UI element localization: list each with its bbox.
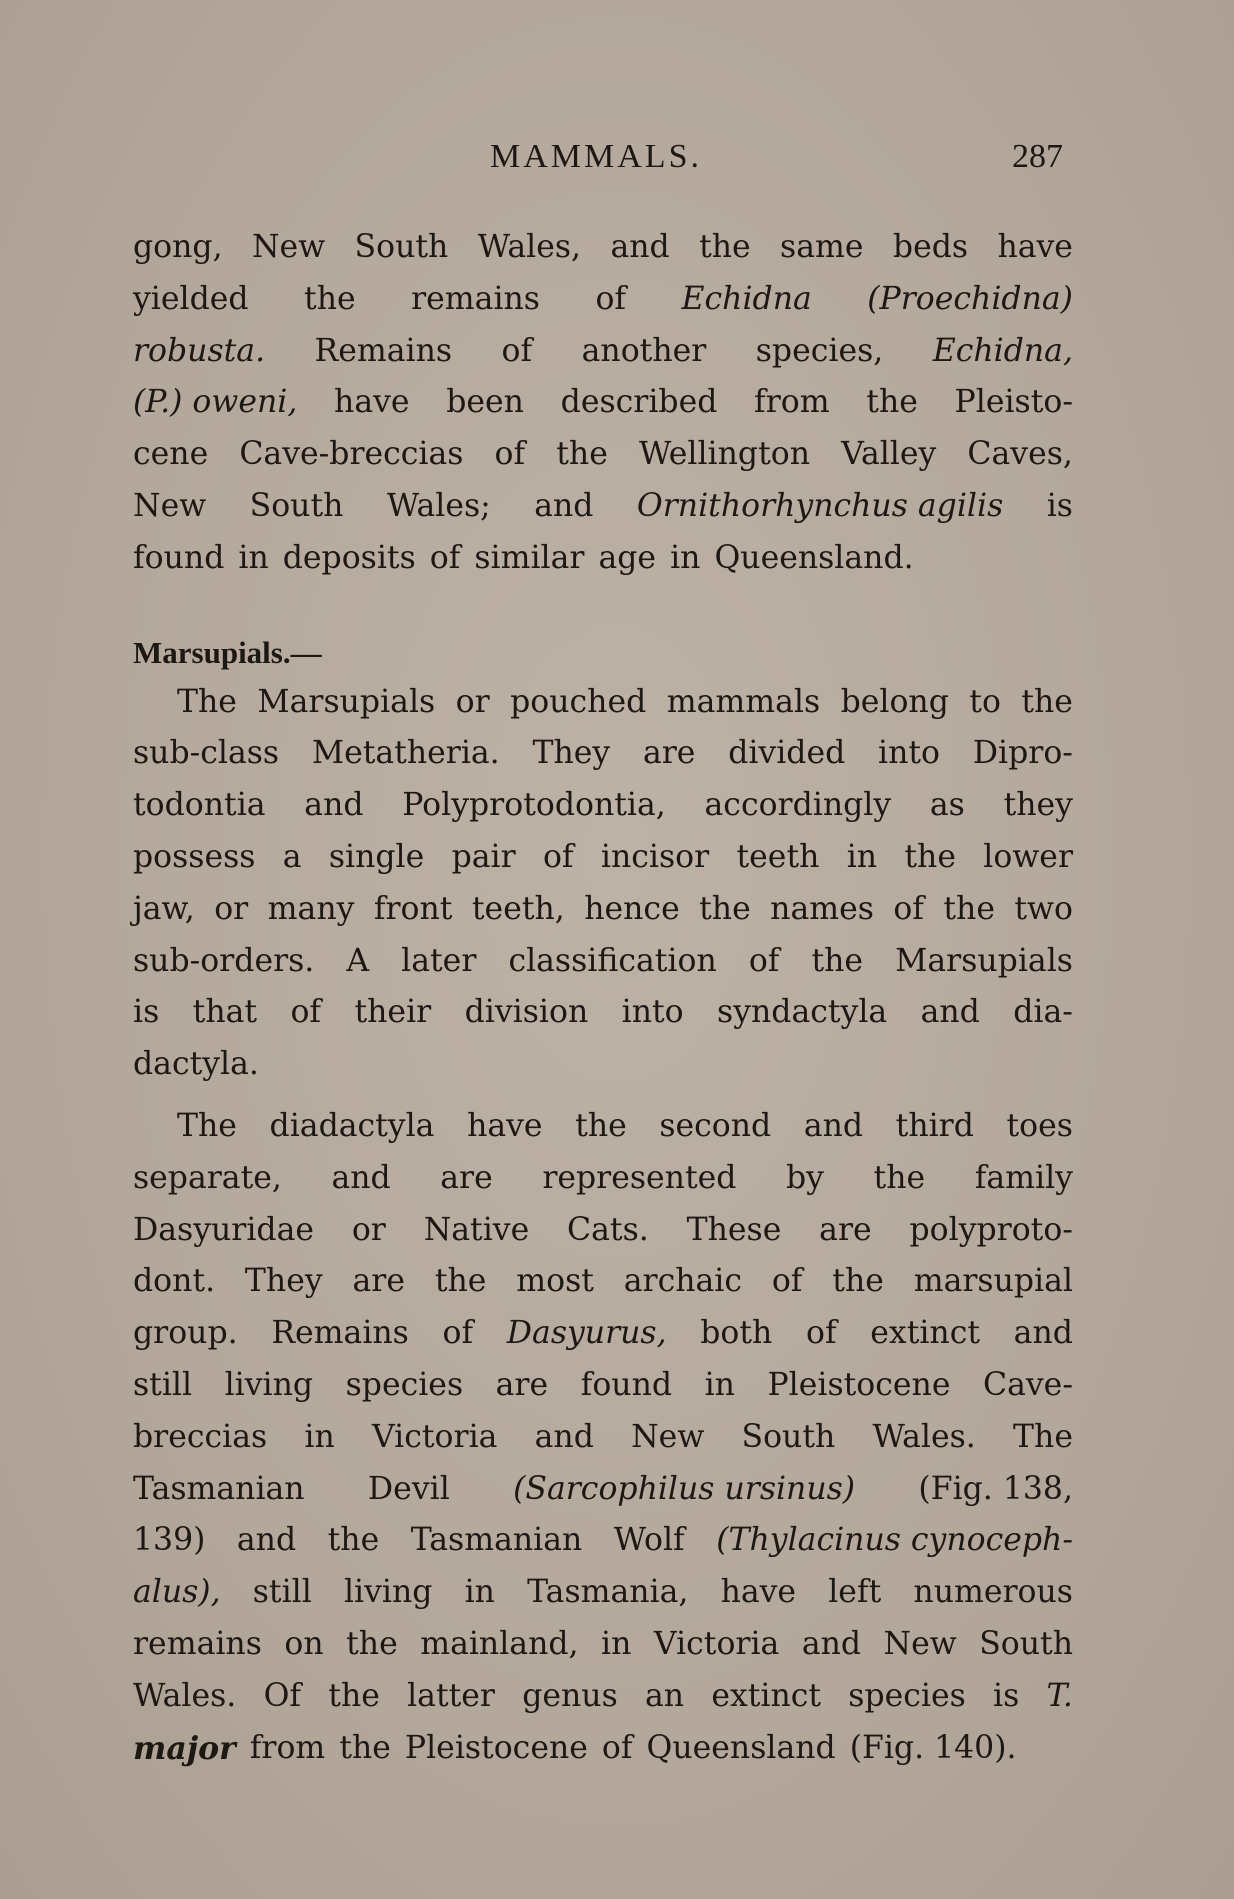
word: in <box>670 539 701 576</box>
word: incisor <box>600 838 710 875</box>
word: South <box>249 487 344 524</box>
word: and <box>610 229 670 265</box>
word: separate, <box>133 1159 282 1196</box>
text-line <box>133 1515 1073 1567</box>
word: is <box>993 1677 1020 1714</box>
word: Cats. <box>567 1211 649 1248</box>
word: have <box>334 384 410 421</box>
word: lower <box>983 838 1073 875</box>
word: another <box>581 332 707 369</box>
word: of <box>290 994 322 1031</box>
text-line <box>133 1464 1073 1516</box>
species-name: (Thylacinus cynoceph- <box>716 1522 1073 1559</box>
species-name: robusta. <box>133 332 266 369</box>
word: Wellington <box>638 436 810 473</box>
word: and <box>801 1625 862 1662</box>
text-line <box>133 377 1073 429</box>
word: divided <box>728 735 846 772</box>
word: of <box>771 1263 803 1300</box>
word: species <box>848 1677 966 1714</box>
word: are <box>495 1366 549 1403</box>
word: of <box>494 436 526 473</box>
word: and <box>236 1522 297 1559</box>
word: names <box>770 890 874 927</box>
word: archaic <box>623 1263 742 1300</box>
word: 139) <box>133 1522 206 1559</box>
word: age <box>598 539 657 576</box>
species-name: Ornithorhynchus agilis <box>636 487 1004 524</box>
word: second <box>659 1107 772 1144</box>
text-line <box>133 1567 1073 1619</box>
text-line <box>133 884 1073 936</box>
word: syndactyla <box>717 994 888 1031</box>
word: The <box>177 1107 237 1144</box>
genus-name: Dasyurus, <box>506 1315 667 1352</box>
word: similar <box>474 539 585 576</box>
genus-name: T. <box>1046 1677 1073 1714</box>
word: Marsupials <box>257 683 436 720</box>
word: of <box>429 539 461 576</box>
word: in <box>846 838 878 875</box>
word: Marsupials <box>895 942 1073 979</box>
word: and <box>304 787 364 824</box>
paragraph <box>133 1101 1073 1774</box>
word: of <box>748 942 780 979</box>
text-line <box>133 222 1073 274</box>
word: genus <box>522 1677 618 1714</box>
word: have <box>467 1107 543 1144</box>
word: that <box>192 994 258 1031</box>
word: New <box>883 1625 957 1662</box>
word: the <box>699 229 751 265</box>
word: polyproto- <box>909 1211 1073 1248</box>
word: the <box>346 1625 398 1662</box>
word: in <box>704 1366 735 1403</box>
word: group. <box>133 1315 238 1352</box>
text-line <box>133 1205 1073 1257</box>
word: South <box>979 1625 1073 1662</box>
word: Tasmanian <box>410 1522 583 1559</box>
word: pair <box>451 838 516 875</box>
text-line <box>133 326 1073 378</box>
word: Cave-breccias <box>239 436 464 473</box>
word: two <box>1014 890 1073 927</box>
word: of <box>542 838 574 875</box>
word: are <box>642 735 696 772</box>
section-heading: Marsupials.— <box>133 634 322 670</box>
text-line <box>133 533 1073 585</box>
word: dactyla. <box>133 1046 259 1083</box>
running-title: MAMMALS. <box>490 138 702 175</box>
word: many <box>267 890 355 927</box>
species-name: alus), <box>133 1574 221 1611</box>
species-name: (P.) oweni, <box>133 384 298 421</box>
text-line <box>133 987 1073 1039</box>
word: classification <box>508 942 717 979</box>
word: The <box>177 683 237 720</box>
figure-reference: (Fig. 140). <box>849 1729 1017 1766</box>
word: hence <box>584 890 680 927</box>
word: family <box>974 1159 1073 1196</box>
word: latter <box>407 1677 495 1714</box>
word: are <box>352 1263 405 1300</box>
word: Pleistocene <box>404 1729 588 1766</box>
word: South <box>354 229 449 265</box>
word: New <box>133 487 207 524</box>
text-line <box>133 728 1073 780</box>
word: yielded <box>133 280 249 317</box>
word: and <box>920 994 980 1031</box>
word: is <box>133 994 160 1031</box>
word: These <box>686 1211 782 1248</box>
word: Victoria <box>371 1418 498 1455</box>
word: Valley <box>841 436 937 473</box>
word: the <box>328 1677 380 1714</box>
page-number: 287 <box>1012 138 1063 175</box>
word: New <box>631 1418 705 1455</box>
text-line <box>133 832 1073 884</box>
word: of <box>442 1315 474 1352</box>
word: They <box>532 735 611 772</box>
word: are <box>819 1211 872 1248</box>
word: teeth, <box>471 890 565 927</box>
word: in <box>238 539 269 576</box>
word: found <box>580 1366 673 1403</box>
word: marsupial <box>913 1263 1073 1300</box>
word: Remains <box>271 1315 409 1352</box>
word: into <box>878 735 941 772</box>
word: dia- <box>1013 994 1073 1031</box>
word: in <box>601 1625 632 1662</box>
word: of <box>806 1315 837 1352</box>
word: described <box>560 384 718 421</box>
word: Tasmania, <box>527 1574 689 1611</box>
paragraph <box>133 677 1073 1091</box>
word: todontia <box>133 787 266 824</box>
word: Pleisto- <box>954 384 1073 421</box>
word: possess <box>133 838 256 875</box>
word: Devil <box>367 1470 450 1507</box>
text-line <box>133 1308 1073 1360</box>
word: Wales; <box>386 487 491 524</box>
word: of <box>501 332 533 369</box>
text-line <box>133 1412 1073 1464</box>
word: Cave- <box>983 1366 1073 1403</box>
word: They <box>244 1263 323 1300</box>
word: the <box>699 890 751 927</box>
word: belong <box>840 683 949 720</box>
word: toes <box>1006 1107 1073 1144</box>
word: the <box>327 1522 380 1559</box>
word: an <box>645 1677 685 1714</box>
text-line <box>133 677 1073 729</box>
text-line <box>133 1723 1073 1775</box>
word: the <box>832 1263 884 1300</box>
word: are <box>440 1159 493 1196</box>
word: of <box>893 890 924 927</box>
word: by <box>786 1159 824 1196</box>
text-line <box>133 936 1073 988</box>
word: Victoria <box>653 1625 780 1662</box>
word: A <box>346 942 370 979</box>
word: still <box>252 1574 312 1611</box>
word: the <box>873 1159 926 1196</box>
species-name: (Sarcophilus ursinus) <box>513 1470 856 1507</box>
word: Queensland <box>646 1729 836 1766</box>
word: Wales. <box>133 1677 237 1714</box>
text-line <box>133 1619 1073 1671</box>
word: jaw, <box>133 890 195 927</box>
word: third <box>895 1107 974 1144</box>
word: front <box>373 890 453 927</box>
text-line <box>133 1671 1073 1723</box>
word: represented <box>542 1159 737 1196</box>
word: beds <box>892 229 969 265</box>
word: extinct <box>711 1677 822 1714</box>
genus-name: Echidna, <box>932 332 1073 369</box>
species-name: major <box>133 1729 236 1767</box>
word: species <box>345 1366 464 1403</box>
page-header <box>0 138 1234 188</box>
word: Of <box>263 1677 302 1714</box>
word: to <box>969 683 1001 720</box>
word: remains <box>133 1625 262 1662</box>
word: found <box>133 539 225 576</box>
word: Caves, <box>967 436 1073 473</box>
word: and <box>534 1418 594 1455</box>
word: or <box>455 683 490 720</box>
word: Polyprotodontia, <box>402 787 666 824</box>
word: sub-class <box>133 735 280 772</box>
word: both <box>700 1315 773 1352</box>
paragraph-gap <box>133 1091 1073 1101</box>
word: breccias <box>133 1418 268 1455</box>
word: numerous <box>913 1574 1073 1611</box>
word: in <box>304 1418 335 1455</box>
word: most <box>516 1263 594 1300</box>
word: diadactyla <box>269 1107 435 1144</box>
word: Wales. <box>872 1418 976 1455</box>
body-text <box>133 222 1073 1774</box>
word: mainland, <box>420 1625 579 1662</box>
word: left <box>828 1574 882 1611</box>
text-line <box>133 274 1073 326</box>
word: later <box>401 942 477 979</box>
figure-reference: (Fig. 138, <box>918 1470 1073 1507</box>
word: been <box>446 384 524 421</box>
word: the <box>339 1729 391 1766</box>
word: as <box>929 787 965 824</box>
word: division <box>464 994 589 1031</box>
word: have <box>720 1574 797 1611</box>
word: single <box>328 838 425 875</box>
text-line <box>133 1101 1073 1153</box>
text-line <box>133 429 1073 481</box>
text-line <box>133 1153 1073 1205</box>
text-line <box>133 1039 1073 1091</box>
word: Dipro- <box>972 735 1073 772</box>
word: in <box>464 1574 495 1611</box>
word: pouched <box>510 683 647 720</box>
word: a <box>282 838 302 875</box>
word: and <box>1013 1315 1073 1352</box>
word: is <box>1046 487 1073 524</box>
word: on <box>284 1625 324 1662</box>
word: of <box>595 280 627 317</box>
word: the <box>1021 683 1073 720</box>
word: they <box>1003 787 1073 824</box>
text-line <box>133 780 1073 832</box>
genus-name: (Proechidna) <box>867 280 1073 317</box>
word: or <box>214 890 249 927</box>
word: their <box>354 994 432 1031</box>
word: gong, <box>133 229 223 265</box>
word: Tasmanian <box>133 1470 305 1507</box>
word: living <box>343 1574 433 1611</box>
text-line <box>133 1256 1073 1308</box>
word: have <box>997 229 1073 265</box>
word: teeth <box>736 838 820 875</box>
word: the <box>304 280 356 317</box>
word: cene <box>133 436 209 473</box>
word: the <box>434 1263 487 1300</box>
word: New <box>251 229 326 265</box>
word: remains <box>411 280 540 317</box>
word: extinct <box>870 1315 981 1352</box>
word: the <box>575 1107 627 1144</box>
paragraph <box>133 222 1073 585</box>
text-line <box>133 1360 1073 1412</box>
word: the <box>866 384 918 421</box>
word: Native <box>423 1211 530 1248</box>
word: Metatheria. <box>311 735 500 772</box>
word: of <box>601 1729 633 1766</box>
word: Queensland. <box>714 539 914 576</box>
word: and <box>331 1159 391 1196</box>
word: sub-orders. <box>133 942 315 979</box>
word: Wales, <box>477 229 582 265</box>
word: species, <box>755 332 884 369</box>
word: Pleistocene <box>767 1366 951 1403</box>
word: same <box>780 229 864 265</box>
word: Remains <box>314 332 453 369</box>
word: and <box>534 487 594 524</box>
word: still <box>133 1366 193 1403</box>
word: the <box>943 890 995 927</box>
word: or <box>351 1211 386 1248</box>
genus-name: Echidna <box>681 280 812 317</box>
word: the <box>556 436 608 473</box>
word: The <box>1013 1418 1073 1455</box>
word: dont. <box>133 1263 216 1300</box>
word: into <box>621 994 684 1031</box>
word: from <box>249 1729 326 1766</box>
word: accordingly <box>704 787 892 824</box>
text-line <box>133 481 1073 533</box>
word: and <box>803 1107 864 1144</box>
word: the <box>904 838 956 875</box>
word: mammals <box>666 683 821 720</box>
word: living <box>224 1366 314 1403</box>
word: Dasyuridae <box>133 1211 315 1248</box>
word: South <box>741 1418 836 1455</box>
word: Wolf <box>613 1522 685 1559</box>
word: the <box>811 942 864 979</box>
word: from <box>754 384 830 421</box>
word: deposits <box>282 539 416 576</box>
